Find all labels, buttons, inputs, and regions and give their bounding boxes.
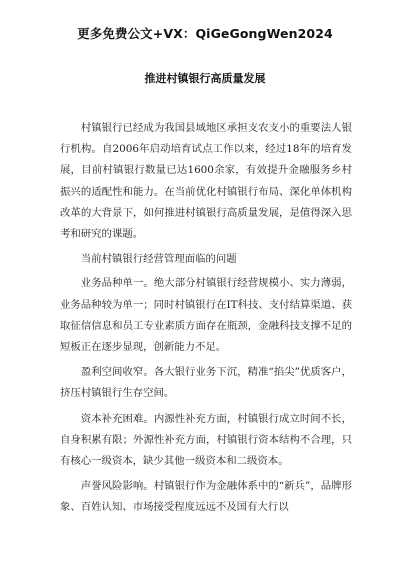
document-header: 更多免费公文+VX：QiGeGongWen2024 xyxy=(77,26,333,41)
section-heading-problems: 当前村镇银行经营管理面临的问题 xyxy=(80,253,237,266)
paragraph-capital-replenishment: 资本补充困难。内源性补充方面，村镇银行成立时间不长，自身积累有限；外源性补充方面，村镇银行资本结构不合理，只有核心一级资本，缺少其他一级资本和二级资本。 xyxy=(60,412,352,468)
paragraph-reputation-risk: 声誉风险影响。村镇银行作为金融体系中的“新兵”，品牌形象、百姓认知、市场接受程度远远不及国有大行以 xyxy=(60,480,352,514)
paragraph-business-variety: 业务品种单一。绝大部分村镇银行经营规模小、实力薄弱，业务品种较为单一；同时村镇银行在IT科技、支付结算渠道、获取征信信息和员工专业素质方面存在瓶颈，金融科技支撑不足的短板正在逐步显现，创新能力不足。 xyxy=(60,277,352,354)
paragraph-profit-margin: 盈利空间收窄。各大银行业务下沉，精准“掐尖”优质客户，挤压村镇银行生存空间。 xyxy=(60,366,352,400)
paragraph-intro: 村镇银行已经成为我国县域地区承担支农支小的重要法人银行机构。自2006年启动培育试点工作以来，经过18年的培育发展，目前村镇银行数量已达1600余家，有效提升金融服务乡村振兴的适配性和能力。在当前优化村镇银行布局、深化单体机构改革的大背景下，如何推进村镇银行高质量发展，是值得深入思考和研究的课题。 xyxy=(60,122,352,241)
document-body xyxy=(60,118,352,523)
document-title: 推进村镇银行高质量发展 xyxy=(144,72,266,85)
